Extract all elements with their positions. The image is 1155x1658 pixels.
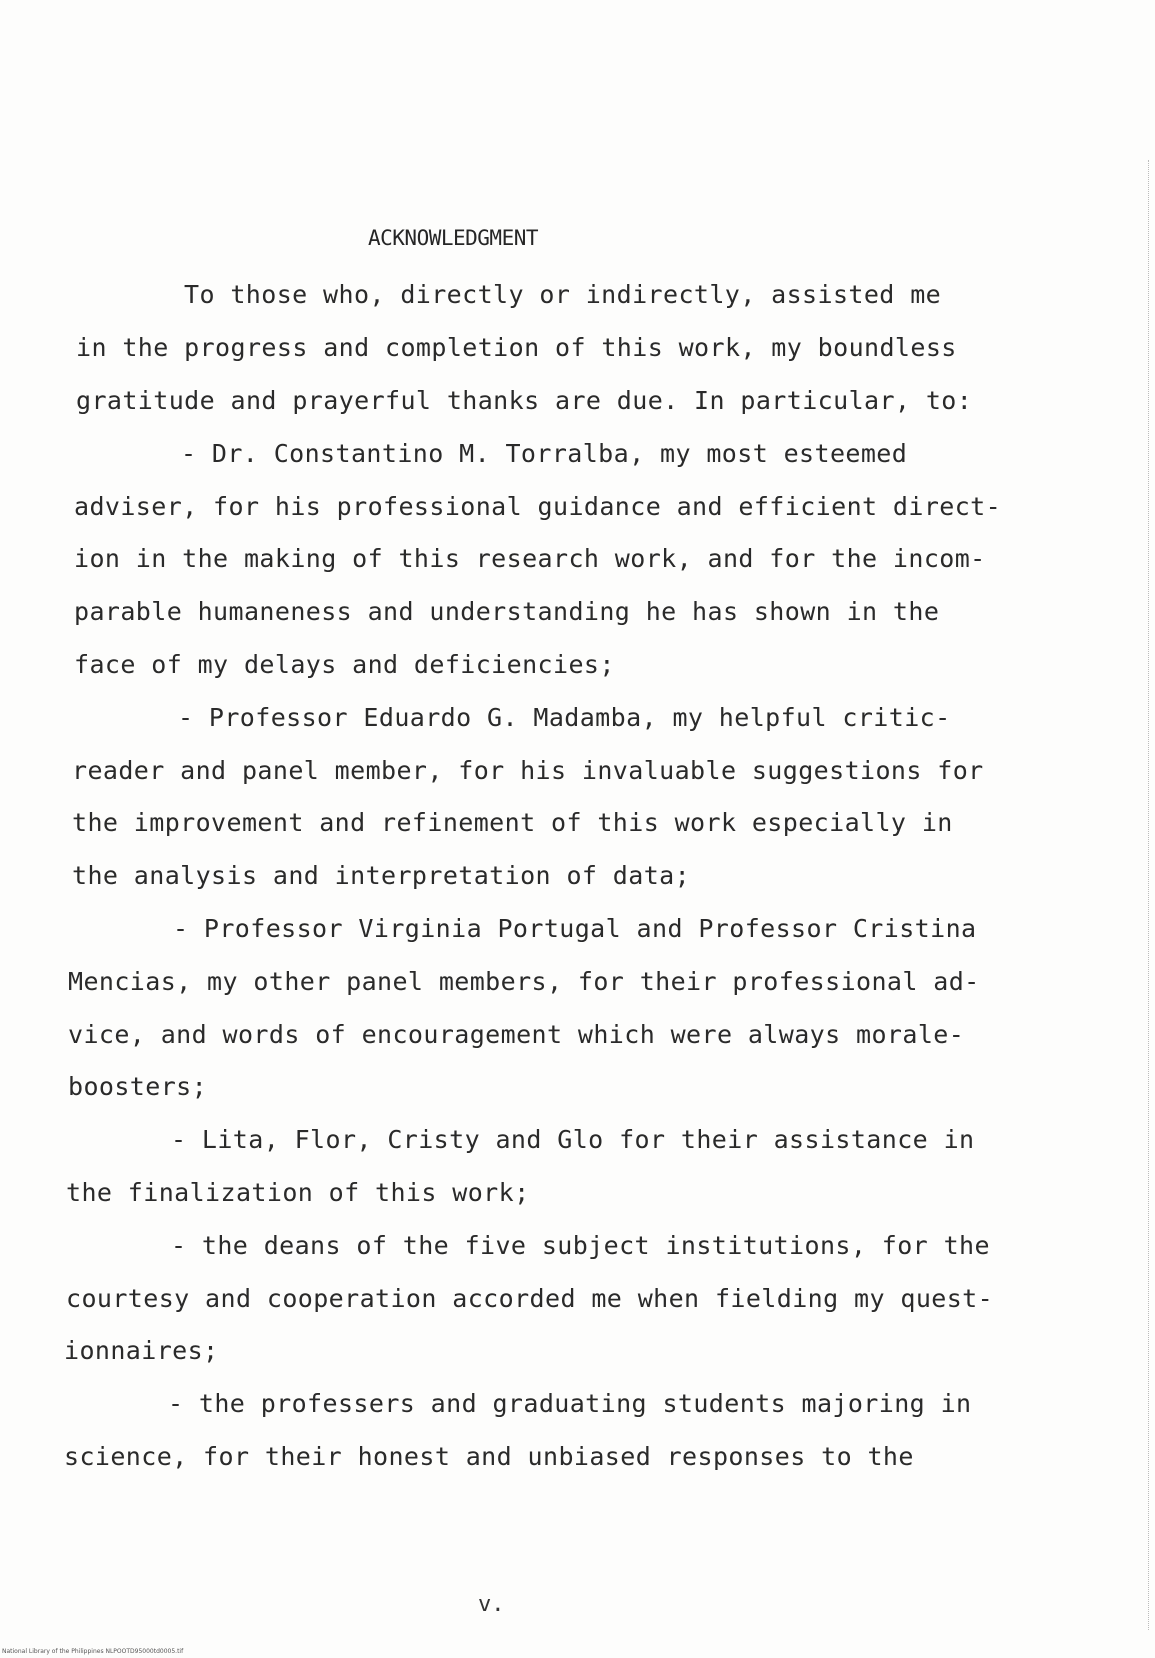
page-title: ACKNOWLEDGMENT — [368, 226, 539, 250]
text-line: - the deans of the five subject institutions, for the — [171, 1231, 990, 1260]
text-line: - Professor Eduardo G. Madamba, my helpful critic- — [178, 703, 951, 732]
text-line: in the progress and completion of this work, my boundless — [76, 333, 957, 362]
text-line: adviser, for his professional guidance and efficient direct- — [74, 492, 1002, 521]
text-line: Mencias, my other panel members, for their professional ad- — [68, 967, 980, 996]
text-line: - Lita, Flor, Cristy and Glo for their assistance in — [171, 1125, 975, 1154]
text-line: - Dr. Constantino M. Torralba, my most esteemed — [181, 439, 908, 468]
text-line: reader and panel member, for his invaluable suggestions for — [72, 756, 984, 785]
text-line: face of my delays and deficiencies; — [74, 650, 615, 679]
text-line: the finalization of this work; — [66, 1178, 530, 1207]
text-line: courtesy and cooperation accorded me when fielding my quest- — [66, 1284, 994, 1313]
text-line: parable humaneness and understanding he has shown in the — [74, 597, 940, 626]
page-number: v. — [478, 1592, 505, 1617]
text-line: vice, and words of encouragement which were always morale- — [68, 1020, 965, 1049]
text-line: the improvement and refinement of this work especially in — [72, 808, 953, 837]
text-line: the analysis and interpretation of data; — [72, 861, 691, 890]
text-line: science, for their honest and unbiased responses to the — [64, 1442, 914, 1471]
text-line: ion in the making of this research work, and for the incom- — [74, 544, 986, 573]
text-line: To those who, directly or indirectly, assisted me — [184, 280, 942, 309]
scan-edge — [1146, 160, 1149, 1630]
text-line: - Professor Virginia Portugal and Professor Cristina — [173, 914, 977, 943]
text-line: ionnaires; — [64, 1336, 219, 1365]
scan-footer: National Library of the Philippines NLPOOTD95000td0005.tif — [2, 1648, 184, 1655]
text-line: gratitude and prayerful thanks are due. In particular, to: — [76, 386, 973, 415]
text-line: - the professers and graduating students majoring in — [168, 1389, 972, 1418]
text-line: boosters; — [68, 1072, 208, 1101]
